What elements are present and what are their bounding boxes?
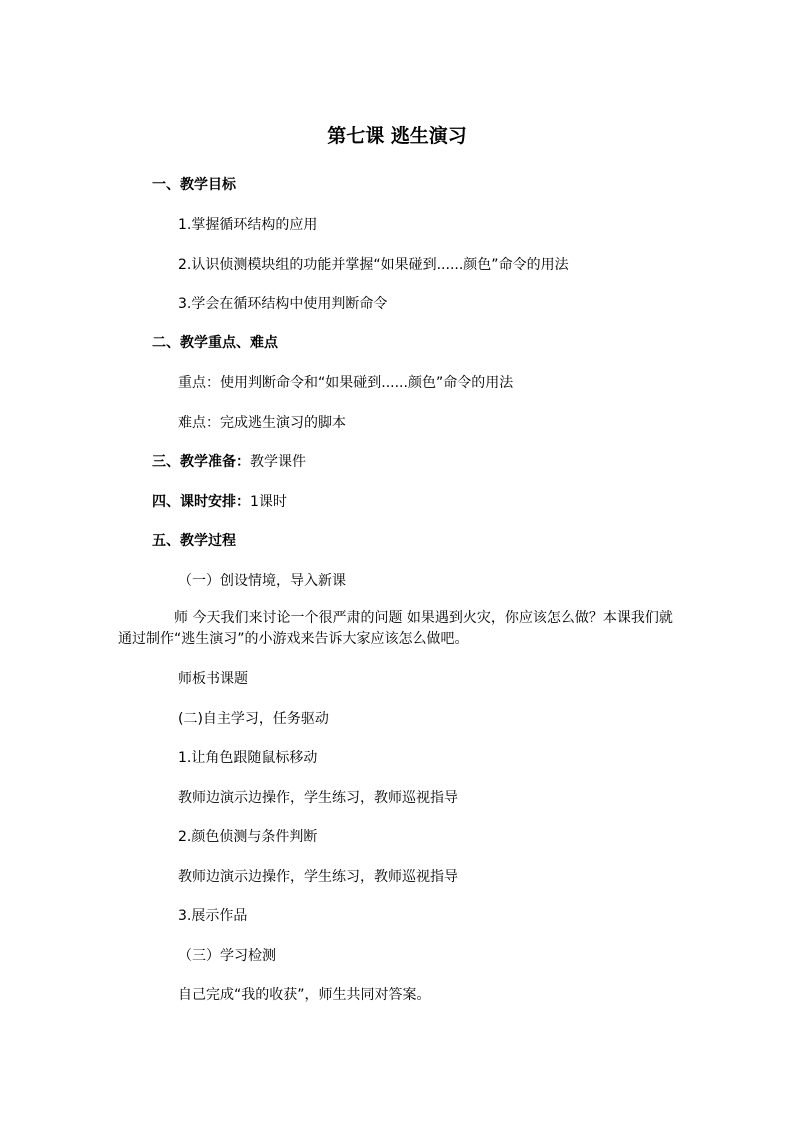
step-2-note: 教师边演示边操作，学生练习，教师巡视指导 bbox=[178, 869, 458, 885]
section-schedule bbox=[152, 493, 287, 511]
preparation-value: 教学课件 bbox=[250, 454, 306, 470]
intro-paragraph: 师 今天我们来讨论一个很严肃的问题 如果遇到火灾，你应该怎么做？本课我们就通过制作“逃生演习”的小游戏来告诉大家应该怎么做吧。 bbox=[118, 610, 673, 647]
key-point-item: 重点：使用判断命令和“如果碰到......颜色”命令的用法 bbox=[178, 375, 514, 391]
process-subheading-3: （三）学习检测 bbox=[178, 948, 276, 964]
section-heading-preparation: 三、教学准备： bbox=[152, 454, 250, 470]
section-heading-schedule: 四、课时安排： bbox=[152, 494, 250, 510]
schedule-value: 1课时 bbox=[250, 494, 287, 510]
step-1-note: 教师边演示边操作，学生练习，教师巡视指导 bbox=[178, 790, 458, 806]
objective-item-3: 3.学会在循环结构中使用判断命令 bbox=[178, 296, 388, 312]
page-title: 第七课 逃生演习 bbox=[327, 125, 467, 147]
objective-item-1: 1.掌握循环结构的应用 bbox=[178, 217, 318, 233]
section-heading-key-points: 二、教学重点、难点 bbox=[152, 335, 278, 351]
board-title-note: 师板书课题 bbox=[178, 671, 248, 687]
objective-item-2: 2.认识侦测模块组的功能并掌握“如果碰到......颜色”命令的用法 bbox=[178, 257, 569, 273]
step-1: 1.让角色跟随鼠标移动 bbox=[178, 750, 318, 766]
difficulty-item: 难点：完成逃生演习的脚本 bbox=[178, 415, 346, 431]
section-preparation bbox=[152, 453, 306, 471]
process-subheading-1: （一）创设情境，导入新课 bbox=[178, 573, 346, 589]
step-2: 2.颜色侦测与条件判断 bbox=[178, 829, 318, 845]
process-subheading-2: (二)自主学习，任务驱动 bbox=[178, 711, 329, 727]
final-task: 自己完成“我的收获”，师生共同对答案。 bbox=[178, 987, 431, 1003]
step-3: 3.展示作品 bbox=[178, 908, 248, 924]
section-heading-process: 五、教学过程 bbox=[152, 533, 236, 549]
section-heading-objectives: 一、教学目标 bbox=[152, 177, 236, 193]
